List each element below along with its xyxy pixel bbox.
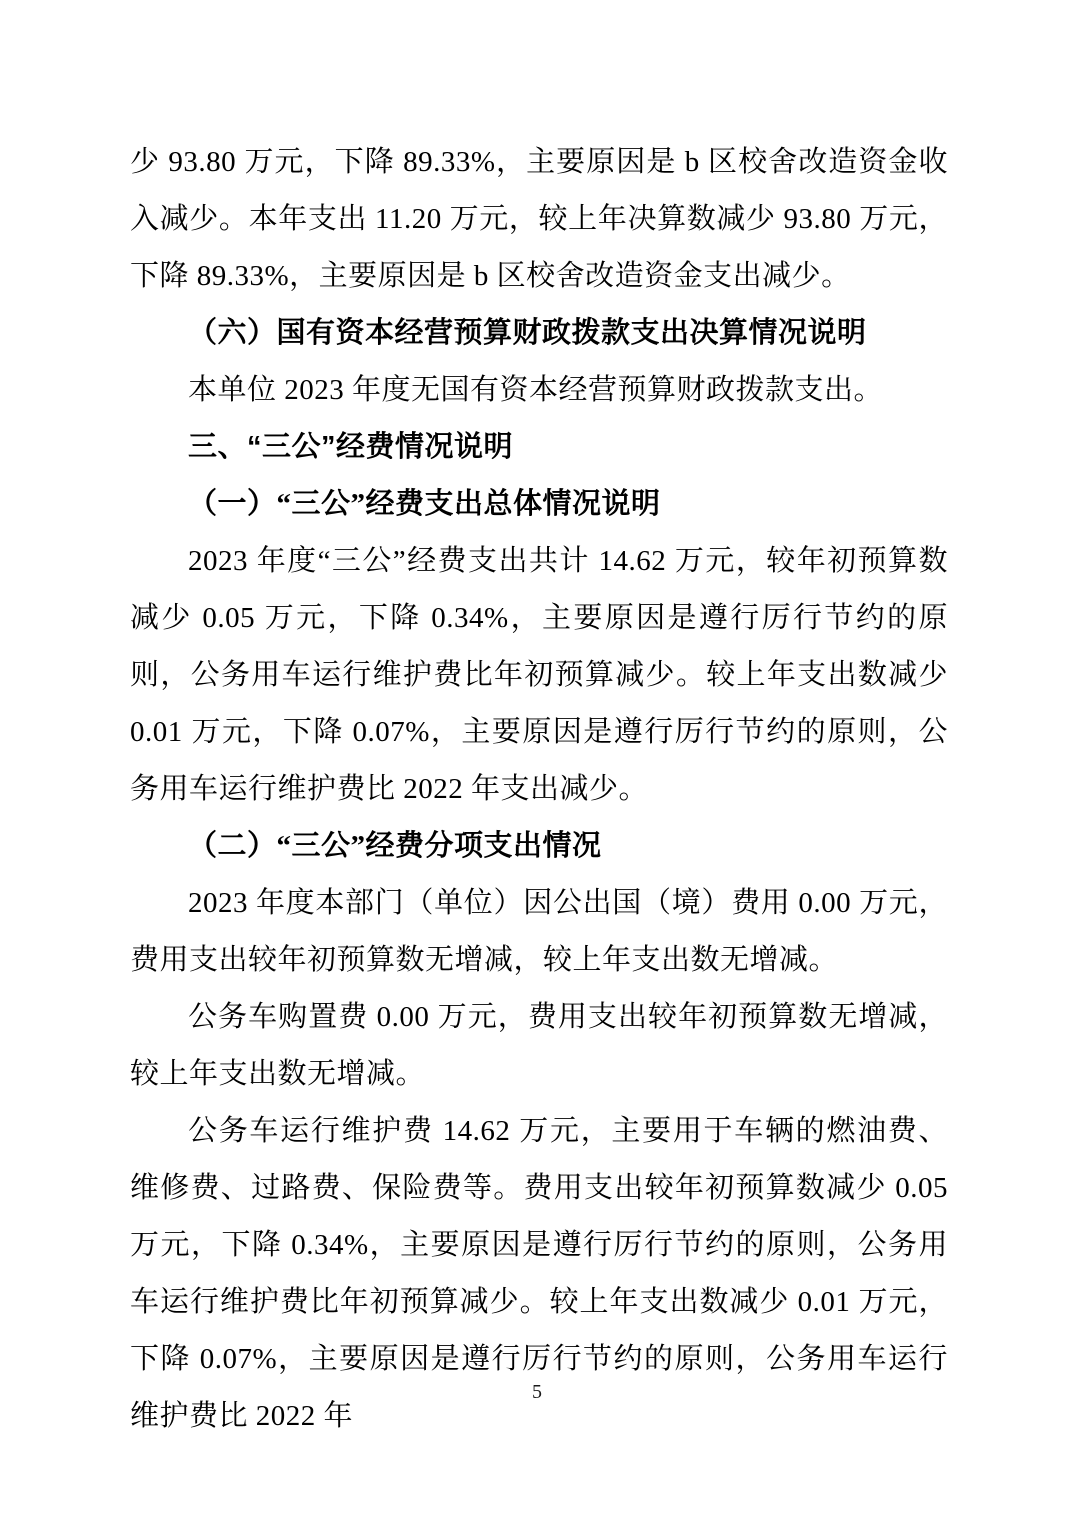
- paragraph: 本单位 2023 年度无国有资本经营预算财政拨款支出。: [188, 374, 884, 406]
- section-heading: （二）“三公”经费分项支出情况: [188, 830, 602, 862]
- paragraph: 2023 年度“三公”经费支出共计 14.62 万元，较年初预算数减少 0.05 万元，下降 0.34%，主要原因是遵行厉行节约的原则，公务用车运行维护费比年初预算减少。较上年支出数减少 0.01 万元，下降 0.07%，主要原因是遵行厉行节约的原则，公务用车运行维护费比 2022 年支出减少。: [130, 545, 948, 805]
- document-body: [130, 134, 948, 1445]
- paragraph: 公务车购置费 0.00 万元，费用支出较年初预算数无增减，较上年支出数无增减。: [130, 1001, 948, 1090]
- paragraph: 公务车运行维护费 14.62 万元，主要用于车辆的燃油费、维修费、过路费、保险费等。费用支出较年初预算数减少 0.05 万元，下降 0.34%，主要原因是遵行厉行节约的原则，公务用车运行维护费比年初预算减少。较上年支出数减少 0.01 万元，下降 0.07%，主要原因是遵行厉行节约的原则，公务用车运行维护费比 2022 年: [130, 1115, 948, 1432]
- page-number: 5: [532, 1381, 542, 1403]
- paragraph: 少 93.80 万元，下降 89.33%，主要原因是 b 区校舍改造资金收入减少。本年支出 11.20 万元，较上年决算数减少 93.80 万元，下降 89.33%，主要原因是 b 区校舍改造资金支出减少。: [130, 146, 948, 292]
- paragraph: 2023 年度本部门（单位）因公出国（境）费用 0.00 万元，费用支出较年初预算数无增减，较上年支出数无增减。: [130, 887, 948, 976]
- section-heading: （六）国有资本经营预算财政拨款支出决算情况说明: [188, 317, 867, 349]
- chapter-heading: 三、“三公”经费情况说明: [188, 431, 514, 463]
- section-heading: （一）“三公”经费支出总体情况说明: [188, 488, 661, 520]
